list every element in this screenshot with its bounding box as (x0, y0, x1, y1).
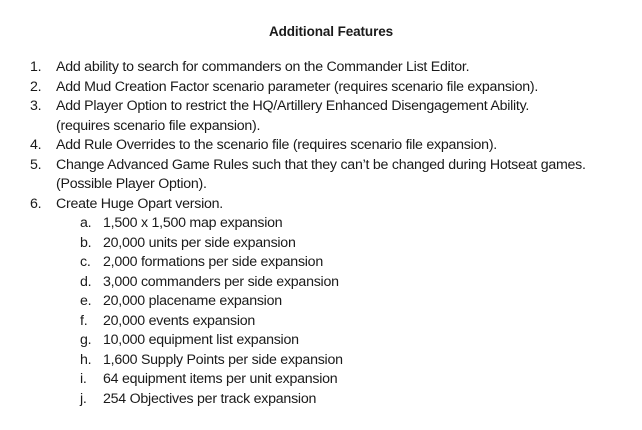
item-number: 6. (30, 195, 42, 212)
sub-item-text: 3,000 commanders per side expansion (103, 273, 339, 290)
sub-item-text: 20,000 events expansion (103, 312, 256, 329)
item-text: Add Player Option to restrict the HQ/Artillery Enhanced Disengagement Ability. (56, 98, 530, 114)
sub-list-item (56, 273, 636, 293)
list-item (0, 58, 636, 78)
sub-list-item (56, 253, 636, 273)
sub-list-item (56, 390, 636, 410)
item-text-continued: (Possible Player Option). (56, 176, 207, 192)
sub-item-text: 1,600 Supply Points per side expansion (103, 351, 343, 368)
list-item (0, 156, 636, 195)
list-item (0, 195, 636, 410)
sub-item-letter: d. (80, 273, 92, 290)
sub-item-text: 2,000 formations per side expansion (103, 254, 323, 270)
sub-item-text: 20,000 units per side expansion (103, 234, 296, 251)
sub-item-letter: c. (80, 254, 91, 270)
sub-list-item (56, 351, 636, 371)
sub-item-letter: b. (80, 234, 92, 251)
item-number: 1. (30, 59, 42, 75)
sub-item-letter: f. (80, 312, 88, 329)
item-text: Change Advanced Game Rules such that they can’t be changed during Hotseat games. (56, 156, 586, 173)
list-item (0, 97, 636, 136)
item-text: Create Huge Opart version. (56, 195, 223, 212)
sub-item-text: 64 equipment items per unit expansion (103, 371, 338, 387)
item-text: Add Rule Overrides to the scenario file (requires scenario file expansion). (56, 137, 497, 153)
list-item (0, 136, 636, 156)
item-number: 5. (30, 156, 42, 173)
sub-list-item (56, 370, 636, 390)
sub-list-item (56, 292, 636, 312)
sub-list-item (56, 214, 636, 234)
item-text: Add ability to search for commanders on the Commander List Editor. (56, 59, 470, 75)
sub-item-letter: a. (80, 215, 92, 231)
sub-item-letter: i. (80, 371, 87, 387)
sub-item-letter: e. (80, 293, 92, 309)
item-text-continued: (requires scenario file expansion). (56, 117, 261, 134)
item-number: 4. (30, 137, 42, 153)
sub-item-text: 20,000 placename expansion (103, 293, 282, 309)
sub-list (56, 214, 636, 409)
item-number: 2. (30, 78, 42, 95)
item-number: 3. (30, 98, 42, 114)
feature-list (0, 58, 636, 409)
item-text: Add Mud Creation Factor scenario parameter (requires scenario file expansion). (56, 78, 539, 95)
sub-item-text: 254 Objectives per track expansion (103, 390, 317, 407)
sub-list-item (56, 331, 636, 351)
sub-item-letter: j. (80, 390, 87, 407)
sub-item-letter: h. (80, 351, 92, 368)
sub-item-letter: g. (80, 332, 92, 348)
sub-item-text: 10,000 equipment list expansion (103, 332, 299, 348)
sub-item-text: 1,500 x 1,500 map expansion (103, 215, 283, 231)
sub-list-item (56, 312, 636, 332)
sub-list-item (56, 234, 636, 254)
document-title: Additional Features (268, 24, 394, 39)
list-item (0, 78, 636, 98)
